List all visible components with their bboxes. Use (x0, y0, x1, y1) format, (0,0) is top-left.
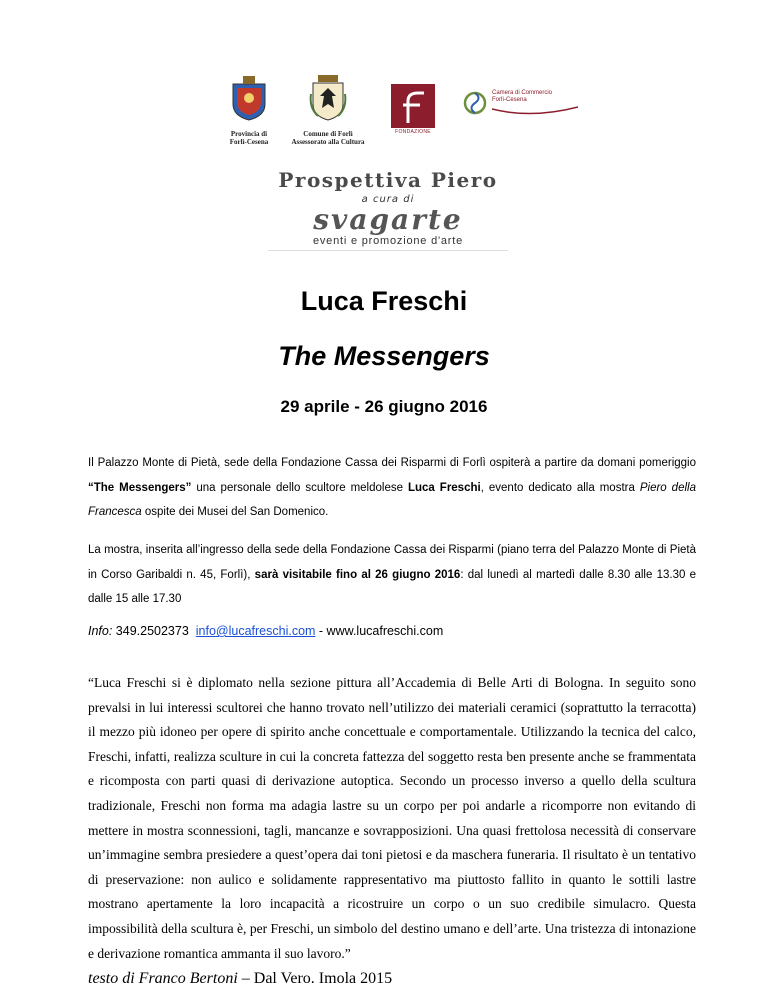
provincia-logo (222, 74, 276, 146)
p1-text-a: Il Palazzo Monte di Pietà, sede della Fondazione Cassa dei Risparmi di Forlì ospiterà a partire da domani pomeriggio (88, 457, 696, 469)
fondazione-logo (388, 84, 438, 135)
p1-artist-bold: Luca Freschi (407, 481, 481, 494)
fondazione-caption: FONDAZIONE (395, 129, 431, 135)
p2-text-c: : dal lunedì al martedì dalle 8.30 alle 13.30 e dalle 15 alle 17.30 (88, 568, 697, 605)
p1-text-e: , evento dedicato alla mostra (480, 481, 640, 494)
signature-source: – Dal Vero. Imola 2015 (237, 970, 393, 987)
provincia-caption-1: Provincia di (230, 130, 268, 138)
p1-text-g: ospite dei Musei del San Domenico. (141, 506, 329, 518)
p2-text-a: La mostra, inserita all’ingresso della sede della Fondazione Cassa dei Risparmi (piano terra del Palazzo Monte di Pietà in Corso Garibaldi n. 45, Forlì), (88, 544, 696, 581)
p1-exhibit-italic: Piero della Francesca (88, 481, 696, 518)
provincia-caption-2: Forlì-Cesena (229, 138, 269, 146)
comune-caption-2: Assessorato alla Cultura (291, 138, 365, 146)
exhibition-title: The Messengers (278, 341, 490, 371)
info-website: - www.lucafreschi.com (315, 624, 444, 638)
banner-curated: a cura di (361, 194, 415, 205)
fondazione-f-icon (391, 84, 435, 128)
info-label: Info: (88, 624, 113, 638)
critic-quote: “Luca Freschi si è diplomato nella sezione pittura all’Accademia di Belle Arti di Bologna. In seguito sono prevalsi in lui interessi scultorei che hanno trovato nell’utilizzo dei materiali ceramici (soprattutto la terracotta) il mezzo più idoneo per opere di spirito anche concettuale e comportamentale. Utilizzando la tecnica del calco, Freschi, infatti, realizza sculture in cui la concreta fattezza del soggetto resta ben presente anche se frammentata e ricomposta con parti quasi di derivazione autoptica. Secondo un processo inverso a quello della scultura tradizionale, Freschi non forma ma adagia lastre su un corpo per poi andarle a ricomporre non evitando di mettere in mostra sconnessioni, tagli, mancanze e sovrapposizioni. Una quasi frettolosa necessità di conservare un’immagine sembra presiedere a quest’opera dai toni pietosi e da maschera funeraria. Il risultato è un tentativo di preservazione: non aulico e solidamente rappresentativo ma piuttosto fallito in quanto le sottili lastre mostrano apertamente la loro incapacità a ricostruire un corpo o un suo credibile simulacro. Questa impossibilità della scultura è, per Freschi, un simbolo del destino umano e dell’arte. Una tristezza di intonazione e derivazione romantica ammanta il suo lavoro.” (88, 675, 696, 961)
info-email-link[interactable]: info@lucafreschi.com (195, 624, 316, 638)
comune-crest-icon (308, 74, 348, 122)
provincia-crest-icon (229, 74, 269, 122)
p2-dates-bold: sarà visitabile fino al 26 giugno 2016 (254, 568, 461, 581)
p1-title-bold: “The Messengers” (88, 481, 192, 494)
p1-text-c: una personale dello scultore meldolese (191, 481, 408, 494)
prospettiva-piero-banner (268, 168, 508, 251)
banner-title: Prospettiva Piero (278, 168, 498, 192)
camera-commercio-icon (462, 90, 488, 116)
banner-brand: svagarte (313, 203, 463, 236)
signature-author: testo di Franco Bertoni (88, 970, 238, 987)
intro-paragraph (88, 451, 696, 525)
info-phone: 349.2502373 (112, 624, 196, 638)
comune-caption-1: Comune di Forlì (303, 130, 353, 138)
quote-signature (88, 970, 392, 988)
banner-tagline: eventi e promozione d'arte (312, 235, 464, 247)
venue-paragraph (88, 538, 696, 612)
camera-caption-1: Camera di Commercio (492, 90, 553, 96)
banner-divider (268, 250, 508, 251)
logo-strip (0, 74, 768, 154)
camera-caption-2: Forlì-Cesena (492, 97, 527, 103)
exhibition-dates: 29 aprile - 26 giugno 2016 (280, 397, 488, 416)
camera-swoosh-icon (492, 105, 578, 117)
info-line (88, 624, 443, 638)
artist-name: Luca Freschi (300, 286, 468, 316)
comune-logo (290, 74, 366, 146)
camera-commercio-logo (462, 90, 578, 122)
